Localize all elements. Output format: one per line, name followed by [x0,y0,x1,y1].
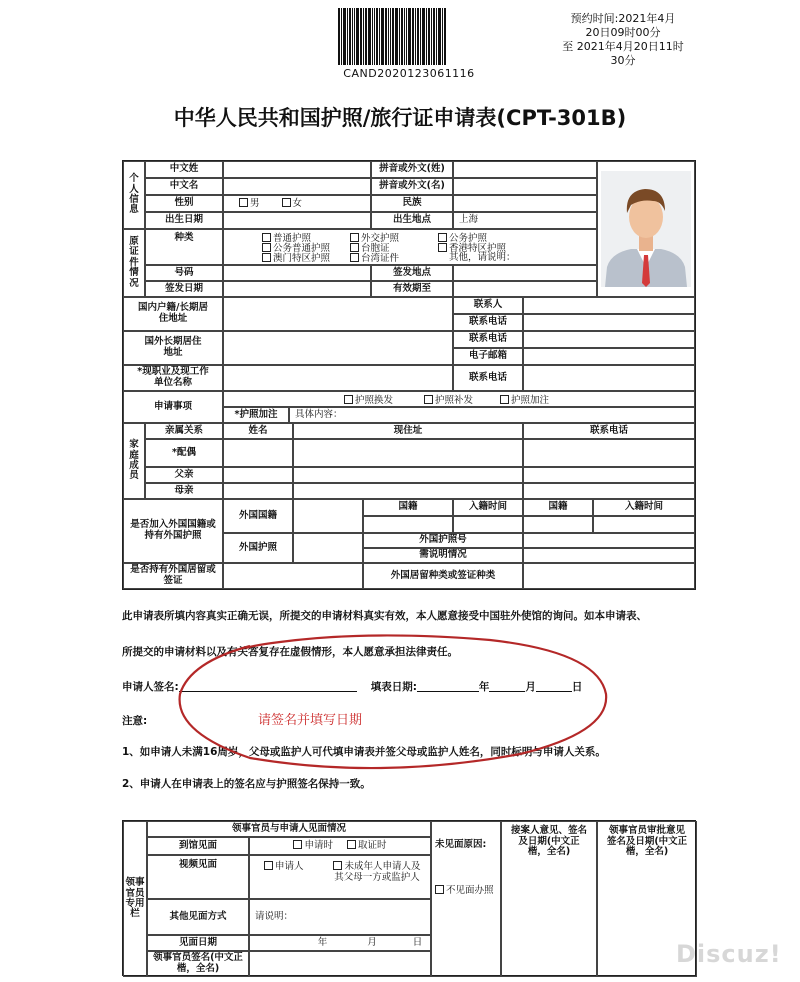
option-at-pickup[interactable]: 取证时 [347,840,387,852]
date-day-unit: 日 [571,681,583,693]
note-label: 注意: [122,715,148,727]
not-met-column [431,821,501,977]
appointment-line3: 至 2021年4月20日11时 [562,40,684,53]
barcode-bars [338,8,480,65]
appointment-time [548,12,698,68]
approver-opinion-text: 领事官员审批意见签名及日期(中文正楷，全名) [606,825,688,858]
main-form-table [122,160,696,590]
occupation-field[interactable] [223,365,453,391]
consular-table [122,820,696,976]
note-red-text: 请签名并填写日期 [258,713,363,728]
note-2: 2、申请人在申请表上的签名应与护照签名保持一致。 [122,778,371,790]
video-label: 视频见面 [147,855,249,899]
family-father-label: 父亲 [145,467,223,483]
family-spouse-address[interactable] [293,439,523,467]
chinese-surname-label: 中文姓 [145,161,223,178]
gender-male-checkbox[interactable]: 男 [239,198,260,210]
endorse-content-field[interactable]: 具体内容： [289,407,695,423]
birth-date-label: 出生日期 [145,212,223,229]
in-person-label: 到馆见面 [147,837,249,855]
personal-section-label: 个人信息 [123,161,145,229]
meeting-header: 领事官员与申请人见面情况 [147,821,431,837]
domestic-address-label: 国内户籍/长期居住地址 [123,297,223,331]
birth-date-field[interactable] [223,212,371,229]
nationality-col-1: 国籍 [363,499,453,516]
other-way-label: 其他见面方式 [147,899,249,935]
residence-label: 是否持有外国居留或签证 [123,563,223,589]
expiry-field[interactable] [453,281,597,297]
phone-label-3: 联系电话 [453,365,523,391]
family-section-label: 家庭成员 [123,423,145,499]
chinese-surname-field[interactable] [223,161,371,178]
birth-place-field[interactable]: 上海 [453,212,597,229]
nationality-value-1[interactable] [363,516,453,533]
email-field[interactable] [523,348,695,365]
option-renew[interactable]: 护照换发 [344,395,393,406]
occupation-label: *现职业及现工作单位名称 [123,365,223,391]
gender-field [223,195,371,212]
nationality-col-2: 国籍 [523,499,593,516]
foreign-nationality-field[interactable] [293,499,363,533]
foreign-nationality-sublabel: 外国国籍 [223,499,293,533]
join-time-value-2[interactable] [593,516,695,533]
option-endorse[interactable]: 护照加注 [500,395,549,406]
family-mother-name[interactable] [223,483,293,499]
acceptor-opinion-label [501,821,597,977]
issue-place-label: 签发地点 [371,265,453,281]
option-taiwan-compatriot[interactable]: 台胞证 [350,243,390,254]
phone-label-2: 联系电话 [453,331,523,348]
ethnicity-field[interactable] [453,195,597,212]
option-ordinary-passport[interactable]: 普通护照 [262,233,311,244]
meeting-date-year-unit: 年 [317,936,328,948]
residence-field[interactable] [223,563,363,589]
appointment-line1: 预约时间:2021年4月 [570,12,676,25]
foreign-address-field[interactable] [223,331,453,365]
join-time-value-1[interactable] [453,516,523,533]
red-ellipse-annotation [150,632,620,772]
option-reissue[interactable]: 护照补发 [424,395,473,406]
option-applicant[interactable]: 申请人 [264,861,304,872]
meeting-date-field[interactable] [249,935,431,951]
option-taiwan-cert[interactable]: 台湾证件 [350,253,399,264]
option-minor-guardian[interactable]: 未成年人申请人及其父母一方或监护人 [334,861,421,883]
original-cert-section-label: 原证件情况 [123,229,145,297]
foreign-passport-field[interactable] [293,533,363,563]
meeting-date-month-unit: 月 [367,936,377,948]
application-label: 申请事项 [123,391,223,423]
pinyin-surname-field[interactable] [453,161,597,178]
family-phone-header: 联系电话 [523,423,695,439]
option-official-ordinary-passport[interactable]: 公务普通护照 [262,243,330,254]
issue-place-field[interactable] [453,265,597,281]
date-year-unit: 年 [478,681,490,693]
option-at-apply[interactable]: 申请时 [293,840,333,852]
signature-label: 申请人签名: [122,681,179,693]
foreign-address-label: 国外长期居住地址 [123,331,223,365]
contact-person-field[interactable] [523,297,695,314]
family-name-header: 姓名 [223,423,293,439]
join-time-col-1: 入籍时间 [453,499,523,516]
endorse-note-label: *护照加注 [223,407,289,423]
family-relation-header: 亲属关系 [145,423,223,439]
email-label: 电子邮箱 [453,348,523,365]
chinese-given-label: 中文名 [145,178,223,195]
domestic-address-field[interactable] [223,297,453,331]
date-month-unit: 月 [525,681,536,693]
residence-type-label: 外国居留种类或签证种类 [363,563,523,589]
option-other[interactable]: 其他，请说明： [449,252,516,263]
gender-female-checkbox[interactable]: 女 [282,198,303,210]
family-address-header: 现住址 [293,423,523,439]
birth-place-label: 出生地点 [371,212,453,229]
passport-number-field[interactable] [523,533,695,548]
residence-type-field[interactable] [523,563,695,589]
appointment-line4: 30分 [610,54,636,67]
expiry-label: 有效期至 [371,281,453,297]
statement-line-2: 所提交的申请材料以及有关答复存在虚假情形，本人愿意承担法律责任。 [122,646,458,658]
application-options [223,391,695,407]
photo-box [597,161,695,297]
phone-field-2[interactable] [523,331,695,348]
fill-date-label: 填表日期: [370,681,417,693]
not-met-process-option[interactable]: 不见面办照 [433,851,494,897]
foreign-passport-sublabel: 外国护照 [223,533,293,563]
meeting-date-label: 见面日期 [147,935,249,951]
consular-section-label: 领事官员专用栏 [123,821,147,977]
family-spouse-phone[interactable] [523,439,695,467]
family-father-address[interactable] [293,467,523,483]
cert-number-field[interactable] [223,265,371,281]
explain-field[interactable] [523,548,695,563]
barcode-number: CAND2020123061116 [343,67,475,80]
other-way-field[interactable]: 请说明： [249,899,431,935]
option-hk-passport[interactable]: 香港特区护照 [438,243,506,254]
passport-number-label: 外国护照号 [363,533,523,548]
form-title: 中华人民共和国护照/旅行证申请表(CPT-301B) [173,106,627,130]
ethnicity-label: 民族 [371,195,453,212]
officer-sign-field[interactable] [249,951,431,977]
option-official-passport[interactable]: 公务护照 [438,233,487,244]
pinyin-given-field[interactable] [453,178,597,195]
meeting-date-day-unit: 日 [412,936,423,948]
issue-date-label: 签发日期 [145,281,223,297]
family-mother-label: 母亲 [145,483,223,499]
family-spouse-label: *配偶 [145,439,223,467]
phone-field-1[interactable] [523,314,695,331]
option-macao-passport[interactable]: 澳门特区护照 [262,253,330,264]
contact-person-label: 联系人 [453,297,523,314]
pinyin-surname-label: 拼音或外文(姓) [371,161,453,178]
phone-field-3[interactable] [523,365,695,391]
family-spouse-name[interactable] [223,439,293,467]
join-time-col-2: 入籍时间 [593,499,695,516]
appointment-line2: 20日09时00分 [585,26,661,39]
not-met-reason-label: 未见面原因: [435,839,487,850]
in-person-options [249,837,431,855]
cert-number-label: 号码 [145,265,223,281]
barcode [338,8,480,80]
watermark: Discuz! [676,940,782,968]
option-diplomatic-passport[interactable]: 外交护照 [350,233,399,244]
note-1: 1、如申请人未满16周岁，父母或监护人可代填申请表并签父母或监护人姓名，同时标明与申请人关系。 [122,746,606,758]
chinese-given-field[interactable] [223,178,371,195]
family-mother-address[interactable] [293,483,523,499]
cert-type-label: 种类 [145,229,223,265]
cert-type-options [223,229,597,265]
statement-line-1: 此申请表所填内容真实正确无误，所提交的申请材料真实有效，本人愿意接受中国驻外使馆的询问。如本申请表、 [122,610,647,622]
acceptor-opinion-text: 接案人意见、签名及日期(中文正楷，全名) [510,825,587,858]
family-father-phone[interactable] [523,467,695,483]
applicant-photo [601,171,691,287]
foreign-nationality-label: 是否加入外国国籍或持有外国护照 [123,499,223,563]
family-father-name[interactable] [223,467,293,483]
video-options [249,855,431,899]
explain-label: 需说明情况 [363,548,523,563]
gender-label: 性别 [145,195,223,212]
pinyin-given-label: 拼音或外文(名) [371,178,453,195]
phone-label-1: 联系电话 [453,314,523,331]
officer-sign-label: 领事官员签名(中文正楷，全名) [147,951,249,977]
issue-date-field[interactable] [223,281,371,297]
family-mother-phone[interactable] [523,483,695,499]
nationality-value-2[interactable] [523,516,593,533]
